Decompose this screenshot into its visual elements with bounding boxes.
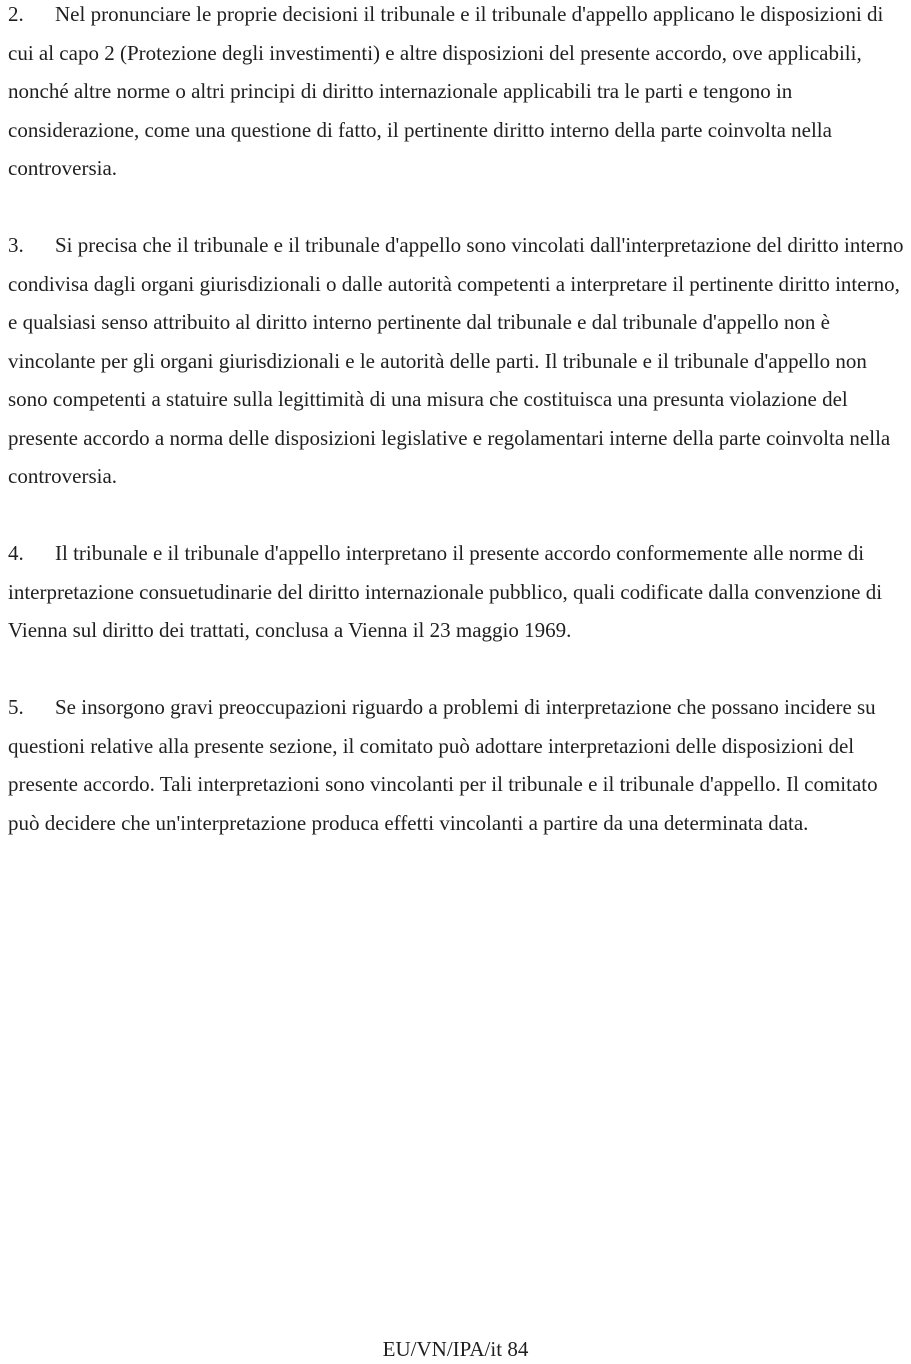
paragraph-number: 5. <box>8 695 24 719</box>
paragraph <box>8 0 905 188</box>
page-footer: EU/VN/IPA/it 84 <box>382 1337 529 1361</box>
paragraph <box>8 226 905 496</box>
paragraph-text: Si precisa che il tribunale e il tribunale d'appello sono vincolati dall'interpretazione del diritto interno condivisa dagli organi giurisdizionali o dalle autorità competenti a interpretare il pertinente diritto interno, e qualsiasi senso attribuito al diritto interno pertinente dal tribunale e dal tribunale d'appello non è vincolante per gli organi giurisdizionali e le autorità delle parti. Il tribunale e il tribunale d'appello non sono competenti a statuire sulla legittimità di una misura che costituisca una presunta violazione del presente accordo a norma delle disposizioni legislative e regolamentari interne della parte coinvolta nella controversia. <box>8 233 904 488</box>
paragraph-number: 2. <box>8 2 24 26</box>
paragraph-text: Il tribunale e il tribunale d'appello interpretano il presente accordo conformemente alle norme di interpretazione consuetudinarie del diritto internazionale pubblico, quali codificate dalla convenzione di Vienna sul diritto dei trattati, conclusa a Vienna il 23 maggio 1969. <box>8 541 883 642</box>
paragraph <box>8 688 905 842</box>
paragraph-text: Nel pronunciare le proprie decisioni il tribunale e il tribunale d'appello applicano le disposizioni di cui al capo 2 (Protezione degli investimenti) e altre disposizioni del presente accordo, ove applicabili, nonché altre norme o altri principi di diritto internazionale applicabili tra le parti e tengono in considerazione, come una questione di fatto, il pertinente diritto interno della parte coinvolta nella controversia. <box>8 2 884 180</box>
paragraph-number: 3. <box>8 233 24 257</box>
paragraph-text: Se insorgono gravi preoccupazioni riguardo a problemi di interpretazione che possano incidere su questioni relative alla presente sezione, il comitato può adottare interpretazioni delle disposizioni del presente accordo. Tali interpretazioni sono vincolanti per il tribunale e il tribunale d'appello. Il comitato può decidere che un'interpretazione produca effetti vincolanti a partire da una determinata data. <box>8 695 878 835</box>
paragraph <box>8 534 905 650</box>
paragraph-number: 4. <box>8 541 24 565</box>
